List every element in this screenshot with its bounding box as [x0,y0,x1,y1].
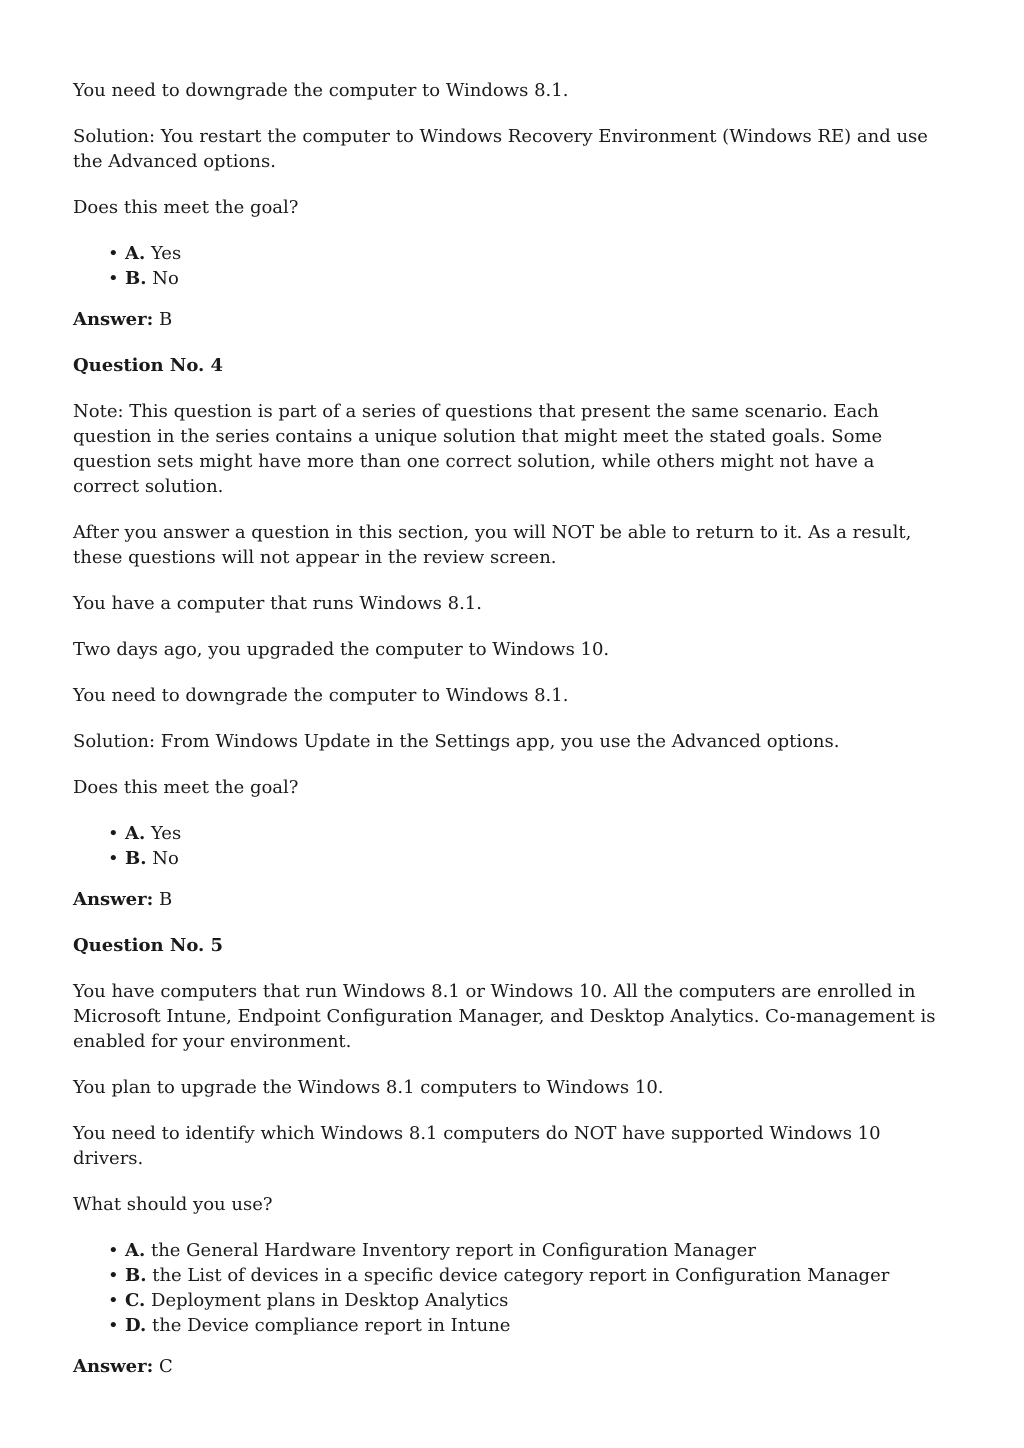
question-title: Question No. 4 [73,355,224,376]
answer-line [73,1354,944,1379]
answer-label: Answer: [73,889,154,910]
bullet-icon: • [108,268,119,289]
option-letter: A. [125,1240,146,1261]
paragraph: Note: This question is part of a series of questions that present the same scenario. Each question in the series contains a unique solution that might meet the stated goals. Some question sets might have more than one correct solution, while others might not have a correct solution. [73,401,883,497]
option-c [108,1288,944,1313]
answer-label: Answer: [73,309,154,330]
question-5 [73,933,944,1379]
option-letter: C. [125,1290,146,1311]
bullet-icon: • [108,1265,119,1286]
paragraph: You need to identify which Windows 8.1 computers do NOT have supported Windows 10 drivers. [73,1123,881,1169]
question-4 [73,353,944,912]
option-letter: A. [125,243,146,264]
answer-value: B [159,309,173,330]
option-text: the General Hardware Inventory report in Configuration Manager [150,1240,756,1261]
bullet-icon: • [108,243,119,264]
answer-options [73,821,944,871]
solution-paragraph: Solution: You restart the computer to Windows Recovery Environment (Windows RE) and use the Advanced options. [73,126,928,172]
option-text: the List of devices in a specific device category report in Configuration Manager [152,1265,890,1286]
bullet-icon: • [108,1240,119,1261]
answer-value: C [159,1356,173,1377]
option-letter: B. [125,268,147,289]
bullet-icon: • [108,823,119,844]
paragraph: Two days ago, you upgraded the computer to Windows 10. [73,639,610,660]
paragraph: You plan to upgrade the Windows 8.1 computers to Windows 10. [73,1077,664,1098]
option-text: Deployment plans in Desktop Analytics [151,1290,509,1311]
option-b [108,1263,944,1288]
solution-paragraph: Solution: From Windows Update in the Settings app, you use the Advanced options. [73,731,840,752]
option-b [108,266,944,291]
goal-question: Does this meet the goal? [73,197,299,218]
option-b [108,846,944,871]
option-letter: B. [125,1265,147,1286]
paragraph: You have a computer that runs Windows 8.1. [73,593,482,614]
option-a [108,821,944,846]
option-text: the Device compliance report in Intune [151,1315,511,1336]
question-title: Question No. 5 [73,935,224,956]
answer-line [73,307,944,332]
option-text: Yes [150,243,182,264]
option-letter: A. [125,823,146,844]
bullet-icon: • [108,848,119,869]
bullet-icon: • [108,1315,119,1336]
option-a [108,1238,944,1263]
question-prompt: What should you use? [73,1194,273,1215]
answer-line [73,887,944,912]
paragraph: You have computers that run Windows 8.1 or Windows 10. All the computers are enrolled in Microsoft Intune, Endpoint Configuration Manager, and Desktop Analytics. Co-management is enabled for your environment. [73,981,936,1052]
option-text: Yes [150,823,182,844]
bullet-icon: • [108,1290,119,1311]
question-3-continuation [73,78,944,332]
option-text: No [152,268,179,289]
answer-value: B [159,889,173,910]
option-text: No [152,848,179,869]
answer-options [73,241,944,291]
option-a [108,241,944,266]
answer-options [73,1238,944,1338]
option-letter: B. [125,848,147,869]
option-letter: D. [125,1315,147,1336]
paragraph: You need to downgrade the computer to Windows 8.1. [73,685,569,706]
paragraph: After you answer a question in this section, you will NOT be able to return to it. As a result, these questions will not appear in the review screen. [73,522,912,568]
option-d [108,1313,944,1338]
paragraph: You need to downgrade the computer to Windows 8.1. [73,80,569,101]
answer-label: Answer: [73,1356,154,1377]
goal-question: Does this meet the goal? [73,777,299,798]
